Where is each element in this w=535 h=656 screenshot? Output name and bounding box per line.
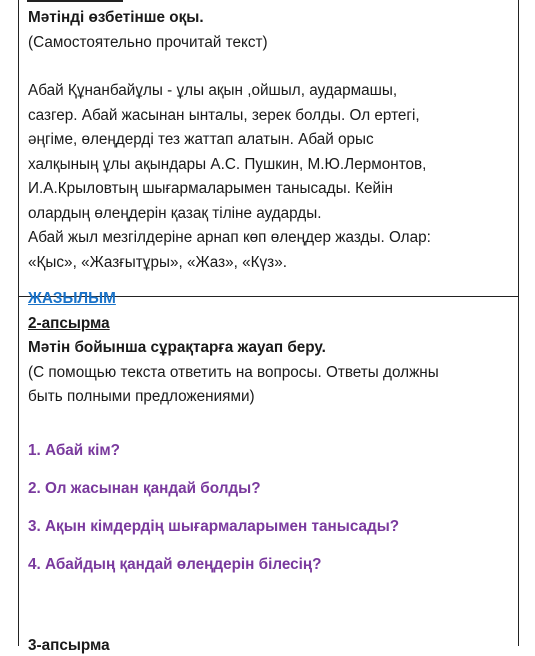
text-line: «Қыс», «Жазғытұры», «Жаз», «Күз». bbox=[28, 253, 287, 271]
task-label-row bbox=[28, 312, 516, 337]
question-item: 1. Абай кім? bbox=[28, 441, 121, 459]
text-line: халқының ұлы ақындары А.С. Пушкин, М.Ю.Лермонтов, bbox=[28, 155, 427, 173]
text-line: әңгіме, өлеңдерді тез жаттап алатын. Абай орыс bbox=[28, 131, 374, 148]
text-line: Абай Құнанбайұлы - ұлы ақын ,ойшыл, аудармашы, bbox=[28, 82, 398, 99]
text-line: олардың өлеңдерін қазақ тіліне аударды. bbox=[28, 204, 322, 222]
text-line: Абай жыл мезгілдеріне арнап көп өлеңдер жазды. Олар: bbox=[28, 229, 431, 246]
task-title: Мәтін бойынша сұрақтарға жауап беру. bbox=[28, 339, 326, 356]
document-content bbox=[28, 0, 516, 577]
instruction-line: быть полными предложениями) bbox=[28, 388, 255, 405]
right-border bbox=[518, 0, 519, 646]
instruction-line: (С помощью текста ответить на вопросы. Ответы должны bbox=[28, 363, 439, 381]
question-item: 4. Абайдың қандай өлеңдерін білесің? bbox=[28, 555, 322, 573]
task-label: 2-апсырма bbox=[28, 314, 110, 332]
question-item: 3. Ақын кімдердің шығармаларымен танысады? bbox=[28, 517, 400, 535]
text-line: И.А.Крыловтың шығармаларымен танысады. Кейін bbox=[28, 180, 393, 197]
writing-heading-link[interactable]: ЖАЗЫЛЫМ bbox=[28, 290, 116, 307]
reading-text bbox=[28, 79, 516, 275]
question-item: 2. Ол жасынан қандай болды? bbox=[28, 479, 261, 497]
reading-task-subtitle: (Самостоятельно прочитай текст) bbox=[28, 33, 268, 51]
text-line: сазгер. Абай жасынан ынталы, зерек болды. Ол ертегі, bbox=[28, 106, 420, 124]
reading-task-title: Мәтінді өзбетінше оқы. bbox=[28, 9, 204, 26]
writing-heading-row bbox=[28, 287, 516, 312]
left-border bbox=[18, 0, 19, 646]
next-task-label: 3-апсырма bbox=[28, 637, 110, 654]
question-list bbox=[28, 439, 516, 578]
